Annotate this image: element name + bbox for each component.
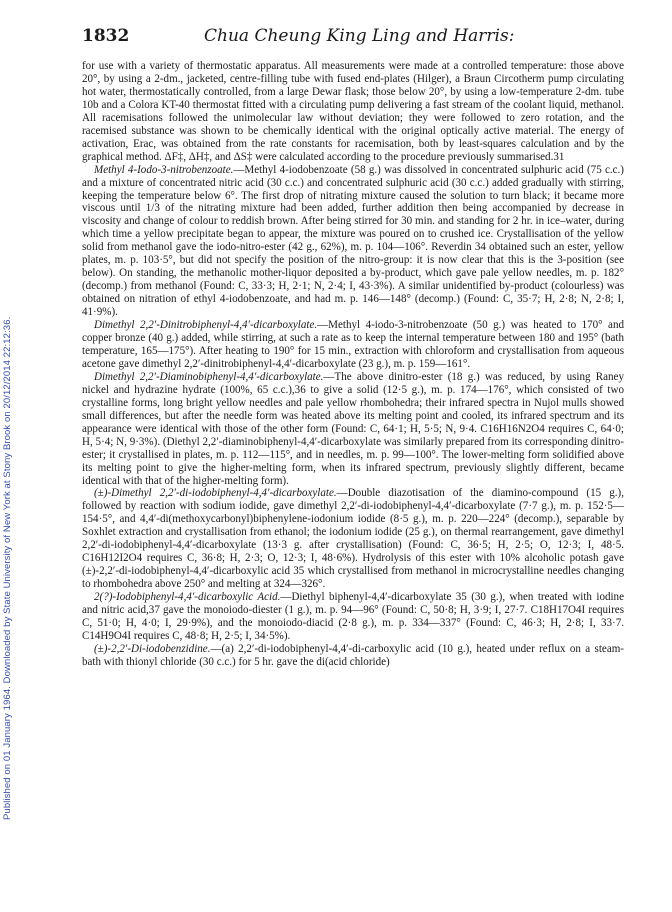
compound-heading: Dimethyl 2,2′-Dinitrobiphenyl-4,4′-dicarboxylate. — [94, 319, 318, 332]
paragraph-di-iodobiphenyl — [82, 487, 624, 591]
paragraph-text: —Double diazotisation of the diamino-compound (15 g.), followed by reaction with sodium iodide, gave dimethyl 2,2′-di-iodobiphenyl-4,4′-dicarboxylate (7·7 g.), m. p. 152·5—154·5°, and 4,4′-di(methoxycarbonyl)biphenylene-iodonium iodide (8·5 g.), m. p. 220—224° (decomp.), separable by Soxhlet extraction and crystallisation from ethanol; the iodonium iodide (25 g.), on thermal rearrangement, gave dimethyl 2,2′-di-iodobiphenyl-4,4′-dicarboxylate (13·3 g. after crystallisation) (Found: C, 36·5; H, 2·5; O, 12·3; I, 48·5. C16H12I2O4 requires C, 36·8; H, 2·3; O, 12·3; I, 48·6%). Hydrolysis of this ester with 10% alcoholic potash gave (±)-2,2′-di-iodobiphenyl-4,4′-dicarboxylic acid 35 which crystallised from methanol in microcrystalline needles changing to rhombohedra above 250° and melting at 324—326°. — [82, 487, 624, 591]
paragraph-diaminobiphenyl — [82, 371, 624, 488]
compound-heading: Methyl 4-Iodo-3-nitrobenzoate. — [94, 163, 234, 176]
paragraph-iodobiphenyl-acid — [82, 591, 624, 643]
page-number: 1832 — [82, 26, 130, 46]
running-title: Chua Cheung King Ling and Harris: — [204, 26, 515, 46]
paragraph-text: for use with a variety of thermostatic apparatus. All measurements were made at a controlled temperature: those above 20°, by using a 2-dm., jacketed, centre-filling tube with fused end-plates (Hilger), a Braun Circotherm pump circulating hot water, thermostatically controlled, from a large Dewar flask; those below 20°, by using a low-temperature 2-dm. tube 10b and a Colora KT-40 thermostat fitted with a circulating pump delivering a fast stream of the coolant liquid, methanol. All racemisations followed the unimolecular law without deviation; they were followed to zero rotation, and the racemised substance was shown to be chemically identical with the original optically active material. The energy of activation, Erac, was obtained from the rate constants for racemisation, both by least-squares calculation and by the graphical method. ΔF‡, ΔH‡, and ΔS‡ were calculated according to the procedure previously summarised.31 — [82, 60, 624, 163]
paragraph-di-iodobenzidine — [82, 643, 624, 669]
paragraph-iodo-nitrobenzoate — [82, 164, 624, 319]
paragraph-text: —Diethyl biphenyl-4,4′-dicarboxylate 35 (30 g.), when treated with iodine and nitric acid,37 gave the monoiodo-diester (1 g.), m. p. 94—96° (Found: C, 50·8; H, 3·9; I, 27·7. C18H17O4I requires C, 51·0; H, 4·0; I, 29·9%), and the monoiodo-diacid (2·8 g.), m. p. 334—337° (Found: C, 46·3; H, 2·8; I, 33·7. C14H9O4I requires C, 48·8; H, 2·5; I, 34·5%). — [82, 591, 624, 642]
compound-heading: (±)-Dimethyl 2,2′-di-iodobiphenyl-4,4′-dicarboxylate. — [94, 487, 337, 500]
download-stamp — [2, 60, 16, 820]
paragraph-dinitrobiphenyl — [82, 319, 624, 371]
paragraph-text: —(a) 2,2′-di-iodobiphenyl-4,4′-di-carboxylic acid (10 g.), heated under reflux on a steam-bath with thionyl chloride (30 c.c.) for 5 hr. gave the di(acid chloride) — [82, 642, 624, 668]
compound-heading: (±)-2,2′-Di-iodobenzidine. — [94, 642, 211, 655]
paragraph-text: —Methyl 4-iodo-3-nitrobenzoate (50 g.) was heated to 170° and copper bronze (40 g.) added, while stirring, at such a rate as to keep the internal temperature between 180 and 195° (bath temperature, 165—175°). After heating to 190° for 15 min., extraction with chloroform and crystallisation from aqueous acetone gave dimethyl 2,2′-dinitrobiphenyl-4,4′-dicarboxylate (23 g.), m. p. 159—161°. — [82, 319, 624, 370]
download-stamp-text: Published on 01 January 1964. Downloaded by State University of New York at Stony Brook on 20/12/2014 22:12:36. — [2, 316, 13, 820]
page-header — [82, 26, 622, 50]
compound-heading: Dimethyl 2,2′-Diaminobiphenyl-4,4′-dicarboxylate. — [94, 370, 324, 383]
article-body — [82, 60, 624, 669]
paragraph-text: —The above dinitro-ester (18 g.) was reduced, by using Raney nickel and hydrazine hydrate (100%, 65 c.c.),36 to give a solid (12·5 g.), m. p. 174—176°, which consisted of two crystalline forms, long bright yellow needles and pale yellow rhombohedra; their infrared spectra in Nujol mulls showed small differences, but after the needle form was heated above its melting point and cooled, its infrared spectrum and its appearance were identical with those of the other form (Found: C, 64·1; H, 5·5; N, 9·4. C16H16N2O4 requires C, 64·0; H, 5·4; N, 9·3%). (Diethyl 2,2′-diaminobiphenyl-4,4′-dicarboxylate was similarly prepared from its corresponding dinitro-ester; it crystallised in plates, m. p. 112—115°, and in needles, m. p. 99—100°. The lower-melting form solidified above its melting point to give the higher-melting form, when its infrared spectrum, previously slightly different, became identical with that of the higher-melting form). — [82, 370, 624, 487]
paragraph-text: —Methyl 4-iodobenzoate (58 g.) was dissolved in concentrated sulphuric acid (75 c.c.) and a mixture of concentrated nitric acid (30 c.c.) and concentrated sulphuric acid (30 c.c.) added gradually with stirring, keeping the temperature below 6°. The first drop of nitrating mixture caused the solution to turn black; it became more viscous until 1/3 of the nitrating mixture had been added, further addition then being accompanied by decrease in viscosity and change of colour to reddish brown. After being stirred for 30 min. and standing for 2 hr. in ice–water, during which time a yellow precipitate began to appear, the mixture was poured on to crushed ice. Crystallisation of the yellow solid from methanol gave the iodo-nitro-ester (42 g., 62%), m. p. 104—106°. Reverdin 34 obtained such an ester, yellow plates, m. p. 103·5°, but did not specify the position of the nitro-group: it is now clear that this is the 3-position (see below). On standing, the methanolic mother-liquor deposited a by-product, which gave pale yellow needles, m. p. 182° (decomp.) from methanol (Found: C, 33·3; H, 2·1; N, 2·4; I, 43·3%). A similar unidentified by-product (colourless) was obtained on nitration of ethyl 4-iodobenzoate, and had m. p. 146—148° (decomp.) (Found: C, 35·7; H, 2·8; N, 2·8; I, 41·9%). — [82, 163, 624, 319]
paragraph-measurements — [82, 60, 624, 164]
compound-heading: 2(?)-Iodobiphenyl-4,4′-dicarboxylic Acid. — [94, 591, 281, 604]
